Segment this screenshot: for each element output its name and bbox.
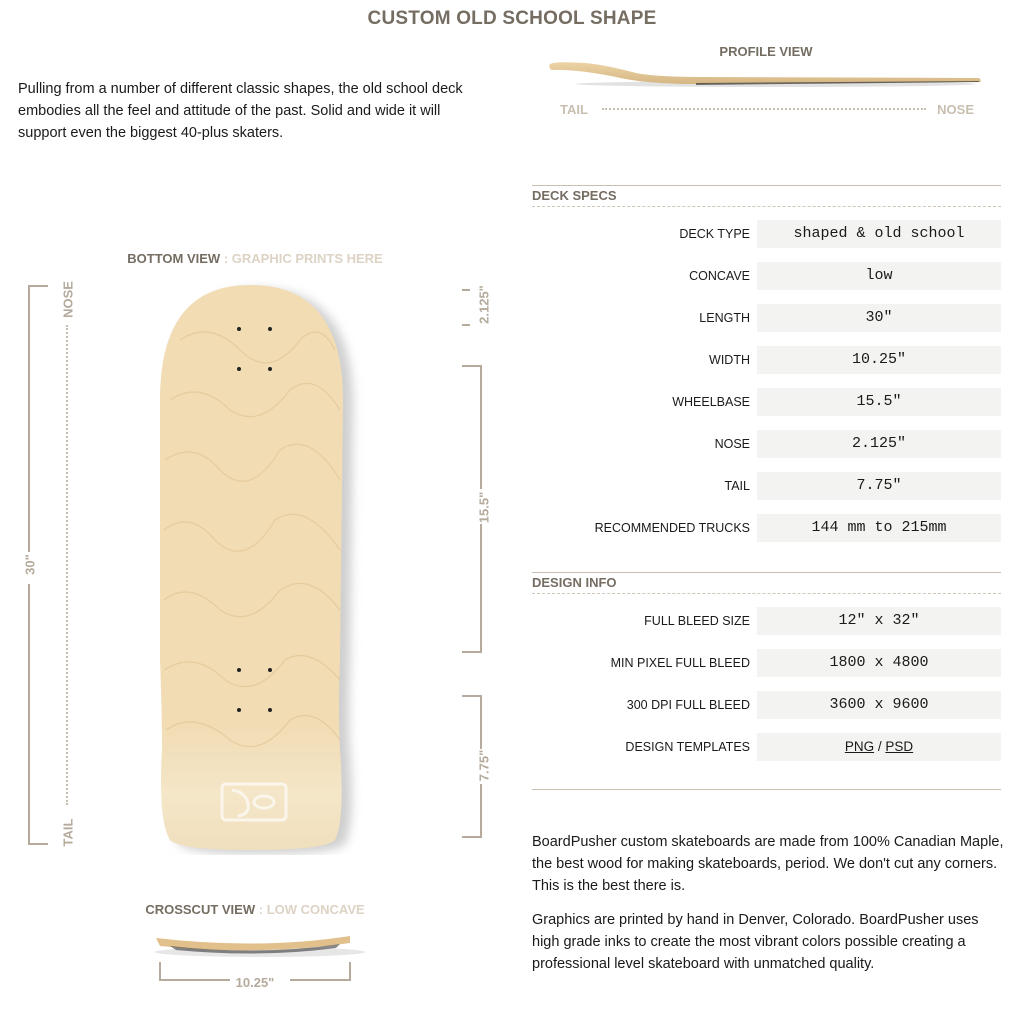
spec-row-design-templates xyxy=(532,733,1001,775)
crosscut-view-note: LOW CONCAVE xyxy=(266,902,365,917)
bottom-view-title: BOTTOM VIEW xyxy=(127,251,221,266)
spec-row-tail xyxy=(532,472,1001,514)
intro-text: Pulling from a number of different classic shapes, the old school deck embodies all the feel and attitude of the past. Solid and wide it will support even the biggest 40-plus skaters. xyxy=(18,81,463,141)
spec-row-length xyxy=(532,304,1001,346)
bottom-view-separator: : xyxy=(220,251,232,266)
about-paragraph-1: BoardPusher custom skateboards are made from 100% Canadian Maple, the best wood for making skateboards, period. We don't cut any corners. This is the best there is. xyxy=(532,834,1004,894)
deck-specs-section xyxy=(532,185,1001,556)
design-info-section xyxy=(532,572,1001,775)
design-info-heading: DESIGN INFO xyxy=(532,572,1001,594)
spec-value: 3600 x 9600 xyxy=(757,691,1001,719)
crosscut-width-label: 10.25" xyxy=(235,975,275,990)
spec-key: FULL BLEED SIZE xyxy=(644,614,750,628)
profile-view-label: PROFILE VIEW xyxy=(719,44,813,59)
length-dimension-label: 30" xyxy=(22,554,38,575)
psd-template-link[interactable]: PSD xyxy=(885,739,914,754)
spec-value: 2.125" xyxy=(757,430,1001,458)
crosscut-view-title: CROSSCUT VIEW xyxy=(145,902,256,917)
profile-nose-label: NOSE xyxy=(937,102,974,117)
spec-key: WIDTH xyxy=(709,353,750,367)
profile-board-image xyxy=(546,58,986,90)
spec-row-recommended-trucks xyxy=(532,514,1001,556)
spec-row-concave xyxy=(532,262,1001,304)
spec-value: shaped & old school xyxy=(757,220,1001,248)
spec-value: 30" xyxy=(757,304,1001,332)
nose-end-label: NOSE xyxy=(60,281,76,318)
spec-row-300-dpi-full-bleed xyxy=(532,691,1001,733)
spec-value: 15.5" xyxy=(757,388,1001,416)
spec-row-nose xyxy=(532,430,1001,472)
spec-key: WHEELBASE xyxy=(672,395,750,409)
spec-key: DESIGN TEMPLATES xyxy=(625,740,750,754)
profile-tail-label: TAIL xyxy=(560,102,588,117)
spec-key: NOSE xyxy=(714,437,750,451)
spec-key: DECK TYPE xyxy=(679,227,750,241)
section-divider xyxy=(532,789,1001,790)
spec-value: 1800 x 4800 xyxy=(757,649,1001,677)
link-separator: / xyxy=(874,739,886,754)
deck-specs-heading: DECK SPECS xyxy=(532,185,1001,207)
bottom-view-label xyxy=(100,251,410,266)
wheelbase-dimension-label: 15.5" xyxy=(476,491,492,524)
spec-value: 10.25" xyxy=(757,346,1001,374)
spec-value: low xyxy=(757,262,1001,290)
about-paragraph-2: Graphics are printed by hand in Denver, Colorado. BoardPusher uses high grade inks to create the most vibrant colors possible creating a professional level skateboard with unmatched quality. xyxy=(532,912,979,972)
crosscut-view-separator: : xyxy=(255,902,267,917)
spec-row-width xyxy=(532,346,1001,388)
spec-row-wheelbase xyxy=(532,388,1001,430)
bottom-axis-dotted-line xyxy=(66,325,68,805)
spec-row-min-pixel-full-bleed xyxy=(532,649,1001,691)
nose-dimension-label: 2.125" xyxy=(476,285,492,324)
tail-dimension-label: 7.75" xyxy=(476,749,492,782)
spec-key: RECOMMENDED TRUCKS xyxy=(594,521,750,535)
spec-value: 7.75" xyxy=(757,472,1001,500)
spec-key: MIN PIXEL FULL BLEED xyxy=(610,656,750,670)
spec-key: CONCAVE xyxy=(689,269,750,283)
profile-axis xyxy=(560,100,974,118)
tail-end-label: TAIL xyxy=(60,818,76,847)
crosscut-view-label xyxy=(100,902,410,917)
spec-key: 300 DPI FULL BLEED xyxy=(626,698,750,712)
profile-axis-dotted-line xyxy=(602,108,926,110)
spec-row-full-bleed-size xyxy=(532,607,1001,649)
bottom-view-note: GRAPHIC PRINTS HERE xyxy=(231,251,383,266)
spec-value xyxy=(757,733,1001,761)
spec-row-deck-type xyxy=(532,220,1001,262)
png-template-link[interactable]: PNG xyxy=(844,739,875,754)
spec-value: 144 mm to 215mm xyxy=(757,514,1001,542)
page-title: CUSTOM OLD SCHOOL SHAPE xyxy=(367,8,657,29)
spec-key: LENGTH xyxy=(699,311,750,325)
deck-bottom-image xyxy=(150,280,370,855)
spec-value: 12" x 32" xyxy=(757,607,1001,635)
spec-key: TAIL xyxy=(724,479,750,493)
